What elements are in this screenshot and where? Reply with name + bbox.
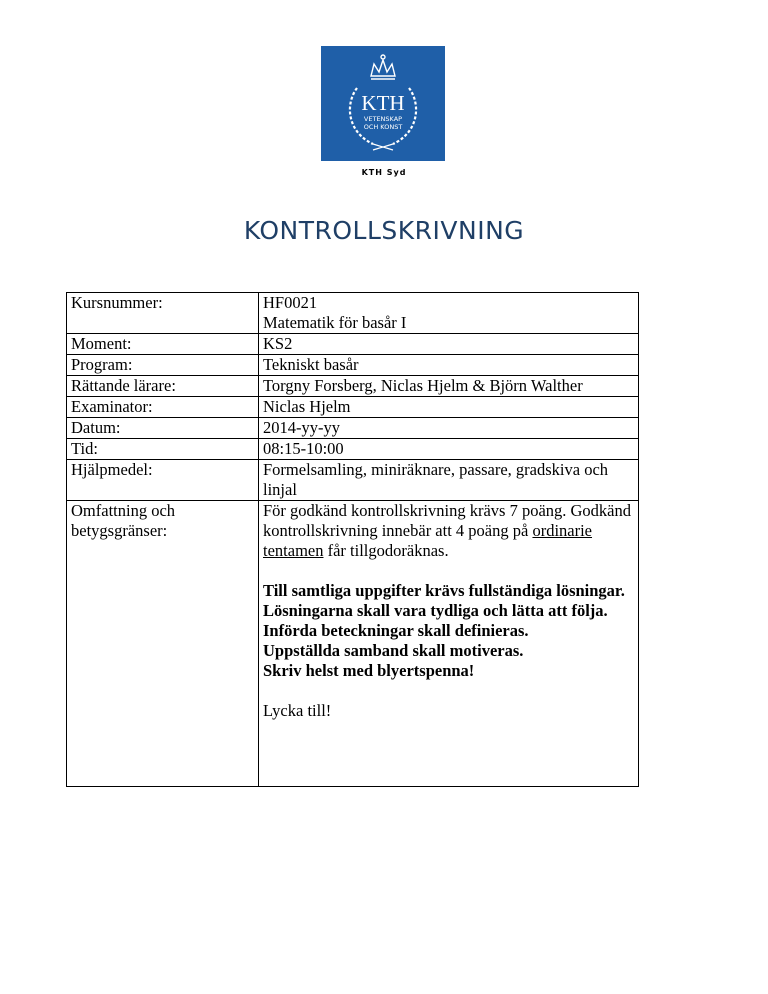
omfattning-cell (259, 501, 639, 787)
datum-value: 2014-yy-yy (259, 418, 639, 439)
hjalpmedel-label: Hjälpmedel: (67, 460, 259, 501)
hjalpmedel-value: Formelsamling, miniräknare, passare, gradskiva och linjal (259, 460, 639, 501)
closing-text: Lycka till! (263, 701, 332, 720)
logo-text-och-konst: OCH KONST (363, 123, 403, 131)
rattande-value: Torgny Forsberg, Niclas Hjelm & Björn Walther (259, 376, 639, 397)
omfattning-label: Omfattning och betygsgränser: (67, 501, 259, 787)
instruction-fullstandiga: Till samtliga uppgifter krävs fullständiga lösningar. Lösningarna skall vara tydliga och lätta att följa. (263, 581, 625, 620)
instruction-blyertspenna: Skriv helst med blyertspenna! (263, 661, 475, 680)
kth-crown-wreath-icon (321, 46, 445, 161)
table-row (67, 355, 639, 376)
moment-label: Moment: (67, 334, 259, 355)
moment-value: KS2 (259, 334, 639, 355)
table-row (67, 397, 639, 418)
table-row (67, 376, 639, 397)
table-row (67, 334, 639, 355)
kth-logo (321, 46, 445, 161)
table-row (67, 418, 639, 439)
program-label: Program: (67, 355, 259, 376)
datum-label: Datum: (67, 418, 259, 439)
exam-info-table (66, 292, 639, 787)
logo-text-vetenskap: VETENSKAP (363, 115, 403, 123)
kursnummer-cell (259, 293, 639, 334)
omfattning-text-part1: För godkänd kontrollskrivning krävs 7 poäng. Godkänd kontrollskrivning innebär att 4 poäng på (263, 501, 632, 540)
ordinarie-tentamen-link: ordinarie tentamen (263, 521, 593, 560)
kursnummer-value: HF0021 (263, 293, 318, 312)
table-row (67, 439, 639, 460)
table-row (67, 501, 639, 787)
instruction-samband: Uppställda samband skall motiveras. (263, 641, 524, 660)
tid-value: 08:15-10:00 (259, 439, 639, 460)
program-value: Tekniskt basår (259, 355, 639, 376)
kursnummer-label: Kursnummer: (67, 293, 259, 334)
table-row (67, 293, 639, 334)
examinator-label: Examinator: (67, 397, 259, 418)
omfattning-text-part2: får tillgodoräknas. (323, 541, 449, 560)
kursnamn-value: Matematik för basår I (263, 313, 407, 332)
examinator-value: Niclas Hjelm (259, 397, 639, 418)
rattande-label: Rättande lärare: (67, 376, 259, 397)
page-title: KONTROLLSKRIVNING (243, 216, 525, 245)
table-row (67, 460, 639, 501)
logo-text-kth: KTH (361, 91, 405, 115)
instruction-beteckningar: Införda beteckningar skall definieras. (263, 621, 529, 640)
tid-label: Tid: (67, 439, 259, 460)
subtitle: KTH Syd (361, 168, 407, 177)
omfattning-text (263, 501, 634, 561)
